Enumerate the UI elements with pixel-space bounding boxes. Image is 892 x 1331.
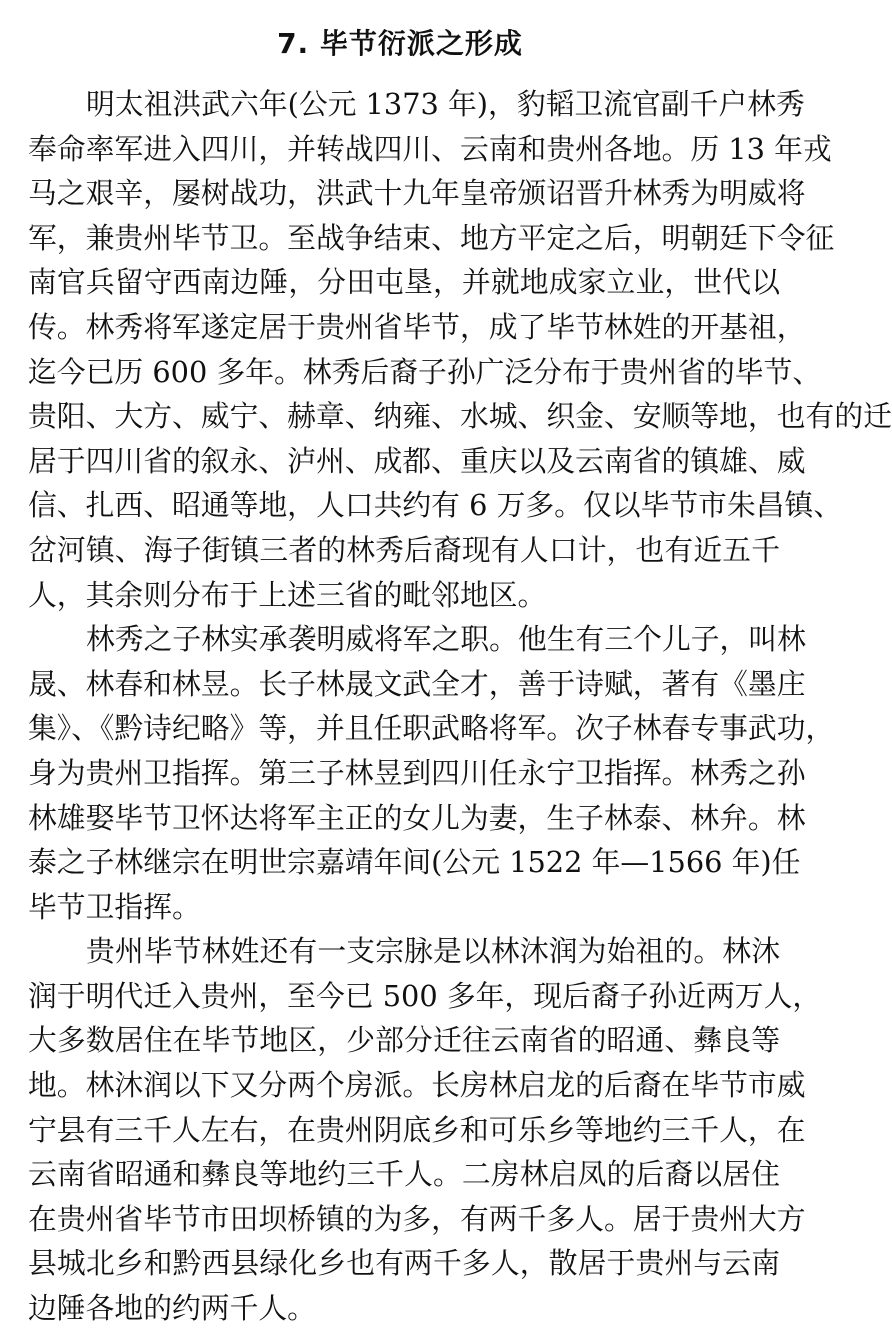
paragraph-3-line-1: 贵州毕节林姓还有一支宗脉是以林沐润为始祖的。林沐: [86, 934, 780, 969]
paragraph-2-line-1: 林秀之子林实承袭明威将军之职。他生有三个儿子，叫林: [86, 622, 806, 657]
paragraph-1-line-8: 贵阳、大方、威宁、赫章、纳雍、水城、织金、安顺等地，也有的迁: [28, 399, 892, 434]
paragraph-3-line-2: 润于明代迁入贵州，至今已 500 多年，现后裔子孙近两万人，: [28, 978, 822, 1013]
paragraph-1-line-12: 人，其余则分布于上述三省的毗邻地区。: [28, 577, 547, 612]
body-text: [28, 82, 892, 1331]
paragraph-1-line-4: 军，兼贵州毕节卫。至战争结束、地方平定之后，明朝廷下令征: [28, 220, 835, 255]
paragraph-3-line-9: 边陲各地的约两千人。: [28, 1291, 316, 1326]
paragraph-3-line-7: 在贵州省毕节市田坝桥镇的为多，有两千多人。居于贵州大方: [28, 1201, 806, 1236]
paragraph-1-line-1: 明太祖洪武六年(公元 1373 年)，豹韬卫流官副千户林秀: [86, 87, 805, 121]
paragraph-2-line-5: 林雄娶毕节卫怀达将军主正的女儿为妻，生子林泰、林弁。林: [28, 800, 806, 835]
paragraph-1-line-9: 居于四川省的叙永、泸州、成都、重庆以及云南省的镇雄、威: [28, 443, 806, 478]
paragraph-3-line-5: 宁县有三千人左右，在贵州阴底乡和可乐乡等地约三千人，在: [28, 1112, 806, 1147]
paragraph-1-line-3: 马之艰辛，屡树战功，洪武十九年皇帝颁诏晋升林秀为明威将: [28, 176, 806, 211]
paragraph-1-line-11: 岔河镇、海子街镇三者的林秀后裔现有人口计，也有近五千: [28, 532, 780, 567]
section-title: 7. 毕节衍派之形成: [277, 27, 523, 60]
paragraph-3-line-3: 大多数居住在毕节地区，少部分迁往云南省的昭通、彝良等: [28, 1023, 780, 1058]
paragraph-2-line-4: 身为贵州卫指挥。第三子林昱到四川任永宁卫指挥。林秀之孙: [28, 755, 806, 790]
paragraph-2-line-6: 泰之子林继宗在明世宗嘉靖年间(公元 1522 年—1566 年)任: [28, 845, 801, 880]
paragraph-1-line-5: 南官兵留守西南边陲，分田屯垦，并就地成家立业，世代以: [28, 265, 780, 300]
paragraph-2-line-2: 晟、林春和林昱。长子林晟文武全才，善于诗赋，著有《墨庄: [28, 666, 806, 701]
paragraph-2-line-7: 毕节卫指挥。: [28, 889, 201, 924]
paragraph-3-line-6: 云南省昭通和彝良等地约三千人。二房林启凤的后裔以居住: [28, 1157, 780, 1192]
paragraph-3-line-8: 县城北乡和黔西县绿化乡也有两千多人，散居于贵州与云南: [28, 1246, 780, 1281]
paragraph-3-line-4: 地。林沐润以下又分两个房派。长房林启龙的后裔在毕节市威: [28, 1068, 806, 1103]
paragraph-1-line-7: 迄今已历 600 多年。林秀后裔子孙广泛分布于贵州省的毕节、: [28, 354, 822, 389]
paragraph-1-line-6: 传。林秀将军遂定居于贵州省毕节，成了毕节林姓的开基祖，: [28, 309, 806, 344]
paragraph-1-line-10: 信、扎西、昭通等地，人口共约有 6 万多。仅以毕节市朱昌镇、: [28, 488, 843, 523]
paragraph-1-line-2: 奉命率军进入四川，并转战四川、云南和贵州各地。历 13 年戎: [28, 131, 832, 166]
paragraph-2-line-3: 集》、《黔诗纪略》等，并且任职武略将军。次子林春专事武功，: [28, 711, 835, 746]
